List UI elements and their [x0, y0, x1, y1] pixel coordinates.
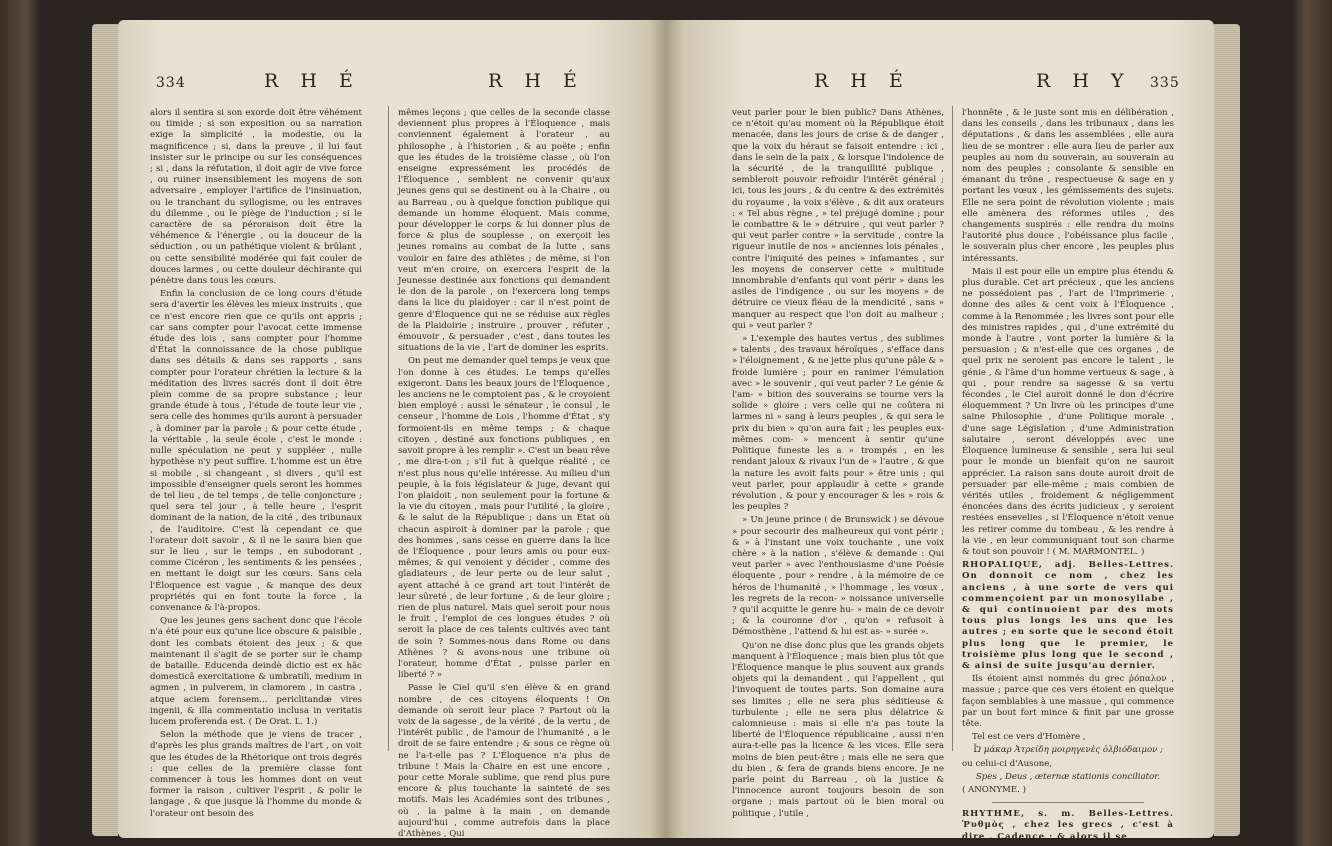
running-head-left-1: R H É: [264, 70, 361, 92]
right-page-column-2: [962, 108, 1174, 842]
running-head-right-1: R H É: [814, 70, 911, 92]
paragraph: alors il sentira si son exorde doit être véhément ou timide ; si son exposition ou sa narration exige la simplicité , la modestie, ou la magnificence ; si, dans la preuve , il lui faut insister sur le principe ou sur les conséquences ; si , dans la réfutation, il doit agir de vive force , ou ruiner insensiblement les moyens de son adversaire , employer l'artifice de l'insinuation, ou le tranchant du syllogisme, ou les entraves du dilemme , ou le piège de l'induction ; si le caractère de sa péroraison doit être la véhémence & l'énergie , ou la douceur de la séduction , ou un pathétique violent & brûlant , ou cette sensibilité modérée qui fait couler de douces larmes , ou cette douleur déchirante qui pénètre dans tous les cœurs.: [150, 108, 362, 287]
paragraph: » L'exemple des hautes vertus , des sublimes » talents , des travaux héroïques , s'efface dans » l'éloignement , & ne jette plus qu'une pâle & » froide lumière ; pour en ranimer l'émulation avec » le souvenir , qui veut parler ? Le génie & l'am- » bition des souverains se tourne vers la solide » gloire ; vers celle qui ne coûtera ni larmes ni » sang à leurs peuples , & qui sera le prix du bien » qu'on aura fait ; les peuples eux-mêmes com- » mencent à sentir qu'une Politique funeste les a » trompés , en les rendant jaloux & rivaux l'un de » l'autre , & que la nature les avoit faits pour » être unis ; qui veut parler, pour applaudir à cette » grande révolution , & pour y encourager & les » rois & les peuples ?: [732, 334, 944, 513]
paragraph: l'honnête , & le juste sont mis en délibération , dans les conseils , dans les tribunaux , dans les députations , & dans les assemblées , elle aura lieu de se montrer : elle aura lieu de parler aux peuples au nom du souverain, au souverain au nom des peuples ; consolante & sensible en émanant du trône , respectueuse & sage en y portant les vœux , les gémissements des sujets. Elle ne sera point de révolution violente ; mais elle amènera des réformes utiles , des changements suspirés : elle rendra du moins l'autorité plus douce , l'obéissance plus facile , le souverain plus cher encore , les peuples plus intéressants.: [962, 108, 1174, 264]
right-page-column-1: [732, 108, 944, 819]
paragraph: Passe le Ciel qu'il s'en élève & en grand nombre , de ces citoyens éloquents ! On demande où seroit leur place ? Partout où la voix de la sagesse , de la vérité , de la vertu , de l'intérêt public , de l'amour de l'humanité , a le droit de se faire entendre ; & sous ce règne où ne l'a-t-elle pas ? L'Éloquence n'a plus de tribune ! Mais la Chaire en est une encore , pour cette Morale sublime, que rend plus pure encore & plus touchante la sainteté de ses motifs. Mais les Académies sont des tribunes , où , la palme à la main , on demande aujourd'hui , comme autrefois dans la place d'Athènes , Qui: [398, 683, 610, 839]
paragraph: veut parler pour le bien public? Dans Athènes, ce n'étoit qu'au moment où la République étoit menacée, dans les jours de crise & de danger , que la voix du héraut se faisoit entendre : ici , dans le sein de la paix , & lorsque l'indolence de la sécurité , de la tranquillité publique , sembleroit pouvoir refroidir l'intérêt général ; ici, tous les jours , & du centre & des extrémités du royaume , la voix s'élève , & dit aux orateurs : « Tel abus règne , » tel préjugé domine ; pour le combattre & le » détruire , qui veut parler ? qui veut parler contre » la servitude , contre la rigueur inutile de nos » anciennes lois pénales , contre l'iniquité des peines » infamantes , sur les moyens de conserver cette » multitude innombrable d'enfants qui vont périr » dans les asiles de l'indigence , ou sur les moyens » de détruire ce vieux fléau de la mendicité , sans » manquer au respect que l'on doit au malheur ; qui » veut parler ?: [732, 108, 944, 331]
entry-divider: [992, 802, 1144, 803]
right-page: [666, 20, 1214, 842]
page-edges-right: [1214, 24, 1240, 836]
column-rule: [388, 106, 389, 751]
greek-verse-quote: Ὦ μάκαρ Ἀτρείδη μοιρηγενὲς ὀλβιόδαιμον ;: [973, 745, 1163, 756]
page-number-right: 335: [1150, 75, 1180, 91]
running-head-left-2: R H É: [488, 70, 585, 92]
paragraph: Tel est ce vers d'Homère ,: [972, 732, 1086, 743]
paragraph: On peut me demander quel temps je veux que l'on donne à ces études. Le temps qu'elles exigeront. Dans les beaux jours de l'Éloquence , les anciens ne le comptoient pas , & le croyoient bien employé : aussi le sénateur , le consul , le censeur , l'homme de Lois , l'homme d'État , s'y formoient-ils en même temps ; & chaque citoyen , destiné aux fonctions publiques , en savoit propre à les remplir ». C'est un beau rêve , me dira-t-on ; s'il fut à quelque réalité , ce n'est plus nous qu'elle intéresse. Au milieu d'un peuple, à la fois législateur & juge, devant qui l'on plaidoit , non seulement pour la fortune & la vie du citoyen , mais pour l'utilité , la gloire , & le salut de la République ; dans un État où chacun aspiroit à dominer par la parole ; que des hommes , sans cesse en guerre dans la lice de l'Éloquence , pour leurs amis ou pour eux-mêmes, & qui venoient y décider , comme des gladiateurs , de leur perte ou de leur salut , ayent attaché à ce grand art tout l'intérêt de leur sûreté , de leur fortune , & de leur gloire ; rien de plus naturel. Mais quel seroit pour nous le fruit , l'emploi de ces longues études ? où seroit la place de ces talents cultivés avec tant de soin ? Sommes-nous dans Rome ou dans Athènes ? & avons-nous une tribune où l'orateur, homme d'État , puisse parler en liberté ? »: [398, 356, 610, 681]
page-edges-left: [92, 24, 118, 836]
running-head-right-2: R H Y: [1036, 70, 1132, 92]
paragraph: » Un jeune prince ( de Brunswick ) se dévoue » pour secourir des malheureux qui vont périr ; & » à l'instant une voix touchante , une voix chère » à la nation , s'élève & demande : Qui veut parler » avec l'enthousiasme d'une Poésie éloquente , pour » rendre , à la mémoire de ce héros de l'humanité , » l'hommage , les vœux , les regrets de la recon- » noissance universelle ? qu'il acquitte le genre hu- » main de ce devoir ; & la couronne d'or , qu'on » refusoit à Démosthène , l'attend & lui est as- » surée ».: [732, 515, 944, 638]
paragraph: Que les jeunes gens sachent donc que l'école n'a été pour eux qu'une lice obscure & paisible , dont les combats étoient des jeux ; & que maintenant il s'agit de se porter sur le champ de bataille. Educenda deindè dictio est ex hâc domesticâ exercitatione & umbratili, medium in agmen , in pulverem, in clamorem , in castra , atque aciem forensem... periclitandæ vires ingenii, & illa commentatio inclusa in veritatis lucem proferenda est. ( De Orat. L. 1.): [150, 616, 362, 727]
paragraph: Mais il est pour elle un empire plus étendu & plus durable. Cet art précieux , que les anciens ne possédoient pas , l'art de l'Imprimerie , donne des ailes & cent voix à l'Éloquence , comme à la Renommée ; les livres sont pour elle des ministres rapides , qui , d'une extrémité du monde à l'autre , vont porter la lumière & la persuasion ; & n'est-elle que ces organes , de quel prix ne seroient pas encore le talent , le génie , & l'âme d'un homme vertueux & sage , à qui , pour rendre sa sagesse & sa vertu fécondes , le Ciel auroit donné le don d'écrire éloquemment ? Un livre où les principes d'une saine Philosophie , d'une Politique morale , d'une sage Législation , d'une Administration salutaire , seront développés avec une Éloquence lumineuse & sensible , sera lui seul pour le monde un bienfait qu'on ne sauroit apprécier. La raison sans doute auroit droit de persuader par elle-même ; mais combien de vérités utiles , froidement & négligemment énoncées dans des écrits judicieux , y seroient restées ensevelies , si l'Éloquence n'étoit venue les retirer comme du tombeau , & les rendre à la vie , en leur communiquant tout son charme & tout son pouvoir ! ( M. MARMONTEL. ): [962, 266, 1174, 557]
dictionary-entry-rhopalique: RHOPALIQUE, adj. Belles-Lettres. On donnoit ce nom , chez les anciens , à une sorte de vers qui commençoient par un monosyllabe , & qui continuoient par des mots tous plus longs les uns que les autres ; en sorte que le second étoit plus long que le premier, le troisième plus long que le second , & ainsi de suite jusqu'au dernier.: [962, 560, 1174, 671]
attribution: ( ANONYME. ): [962, 784, 1026, 795]
paragraph: ou celui-ci d'Ausone,: [962, 758, 1053, 769]
paragraph: Enfin la conclusion de ce long cours d'étude sera d'avertir les élèves les mieux instruits , que ce n'est encore rien que ce qu'ils ont appris ; car sans compter pour l'avocat cette immense étude des lois , sans compter pour l'homme d'État la connoissance de la chose publique dans ses détails & dans ses rapports , sans compter pour l'orateur chrétien la lecture & la méditation des livres sacrés dont il doit être plein comme de sa propre substance ; leur grande étude à tous , l'étude de toute leur vie , sera celle des hommes qu'ils auront à persuader , à dominer par la parole ; & pour cette étude , la véritable , la seule école , c'est le monde : nulle spéculation ne peut y suppléer , nulle hypothèse n'y peut suffire. L'homme est un être si mobile , si changeant , si divers , qu'il est impossible d'enseigner quels seront les hommes de tel lieu , de tel temps , de telle conjoncture ; quel sera tel jour , à telle heure , l'esprit dominant de la nation, de la cité , des tribunaux , de l'auditoire. C'est là cependant ce que l'orateur doit savoir , & il ne le saura bien que sur le lieu , sur le temps , en subodorant , comme Cicéron , les sentiments & les pensées , en mettant le doigt sur les cœurs. Sans cela l'Éloquence est vague , & manque des deux propriétés qui en font toute la force , la convenance & l'à-propos.: [150, 289, 362, 613]
column-rule: [952, 106, 953, 751]
left-page-column-1: [150, 108, 362, 819]
latin-verse-quote: Spes , Deus , æternæ stationis conciliator.: [975, 771, 1161, 782]
left-page: [118, 20, 666, 838]
page-number-left: 334: [156, 75, 186, 91]
left-page-column-2: [398, 108, 610, 839]
paragraph: mêmes leçons ; que celles de la seconde classe deviennent plus propres à l'Éloquence , mais conviennent également à l'orateur , au philosophe , à l'historien , & au poëte ; enfin que les études de la troisième classe , où l'on enseigne expressément les procédés de l'Éloquence , semblent ne convenir qu'aux jeunes gens qui se destinent ou à la Chaire , ou au Barreau , ou à quelque fonction publique qui demande un homme éloquent. Mais comme, pour développer le corps & lui donner plus de force & plus de souplesse , on exerçoit les jeunes romains au combat de la lutte , sans vouloir en faire des athlètes ; de même, si l'on veut m'en croire, on exercera l'esprit de la Jeunesse destinée aux fonctions qui demandent le don de la parole , on l'exercera long temps dans la lice du plaidoyer : car il n'est point de genre d'Éloquence qui ne se réduise aux règles de la Plaidoirie ; instruire , prouver , réfuter , émouvoir , & persuader , c'est , dans toutes les situations de la vie , l'art de dominer les esprits.: [398, 108, 610, 354]
paragraph: Selon la méthode que je viens de tracer , d'après les plus grands maîtres de l'art , on voit que les études de la Rhétorique ont trois degrés : que celles de la première classe font commencer à tous les hommes dont on veut former la raison , cultiver l'esprit , & polir le langage , & que jusque là l'homme du monde & l'orateur ont besoin des: [150, 730, 362, 819]
dictionary-entry-rhythme: RHYTHME, s. m. Belles-Lettres. Ῥυθμὸς , chez les grecs , c'est à dire , Cadence ; & alors il se: [962, 809, 1174, 842]
paragraph: Qu'on ne dise donc plus que les grands objets manquent à l'Éloquence ; mais bien plus tôt que l'Éloquence manque le plus souvent aux grands objets qui la demandent , qui l'appellent , qui l'invoquent de toutes parts. Son domaine aura ses limites ; elle ne sera plus séditieuse & turbulente ; elle ne sera plus délatrice & calomnieuse : mais si elle n'a pas toute la liberté de l'Éloquence républicaine , aussi n'en aura-t-elle pas la licence & les vices. Elle sera moins de bien peut-être ; mais elle ne sera que du bien , & fera de grands biens encore. Je ne parle point du Barreau , où la justice & l'innocence auront toujours besoin de son organe ; mais partout où le bien moral ou politique , l'utile ,: [732, 640, 944, 819]
paragraph: Ils étoient ainsi nommés du grec ῥόπαλον , massue ; parce que ces vers étoient en quelque façon semblables à une massue , qui commence par un bout fort mince & finit par une grosse tête.: [962, 674, 1174, 729]
